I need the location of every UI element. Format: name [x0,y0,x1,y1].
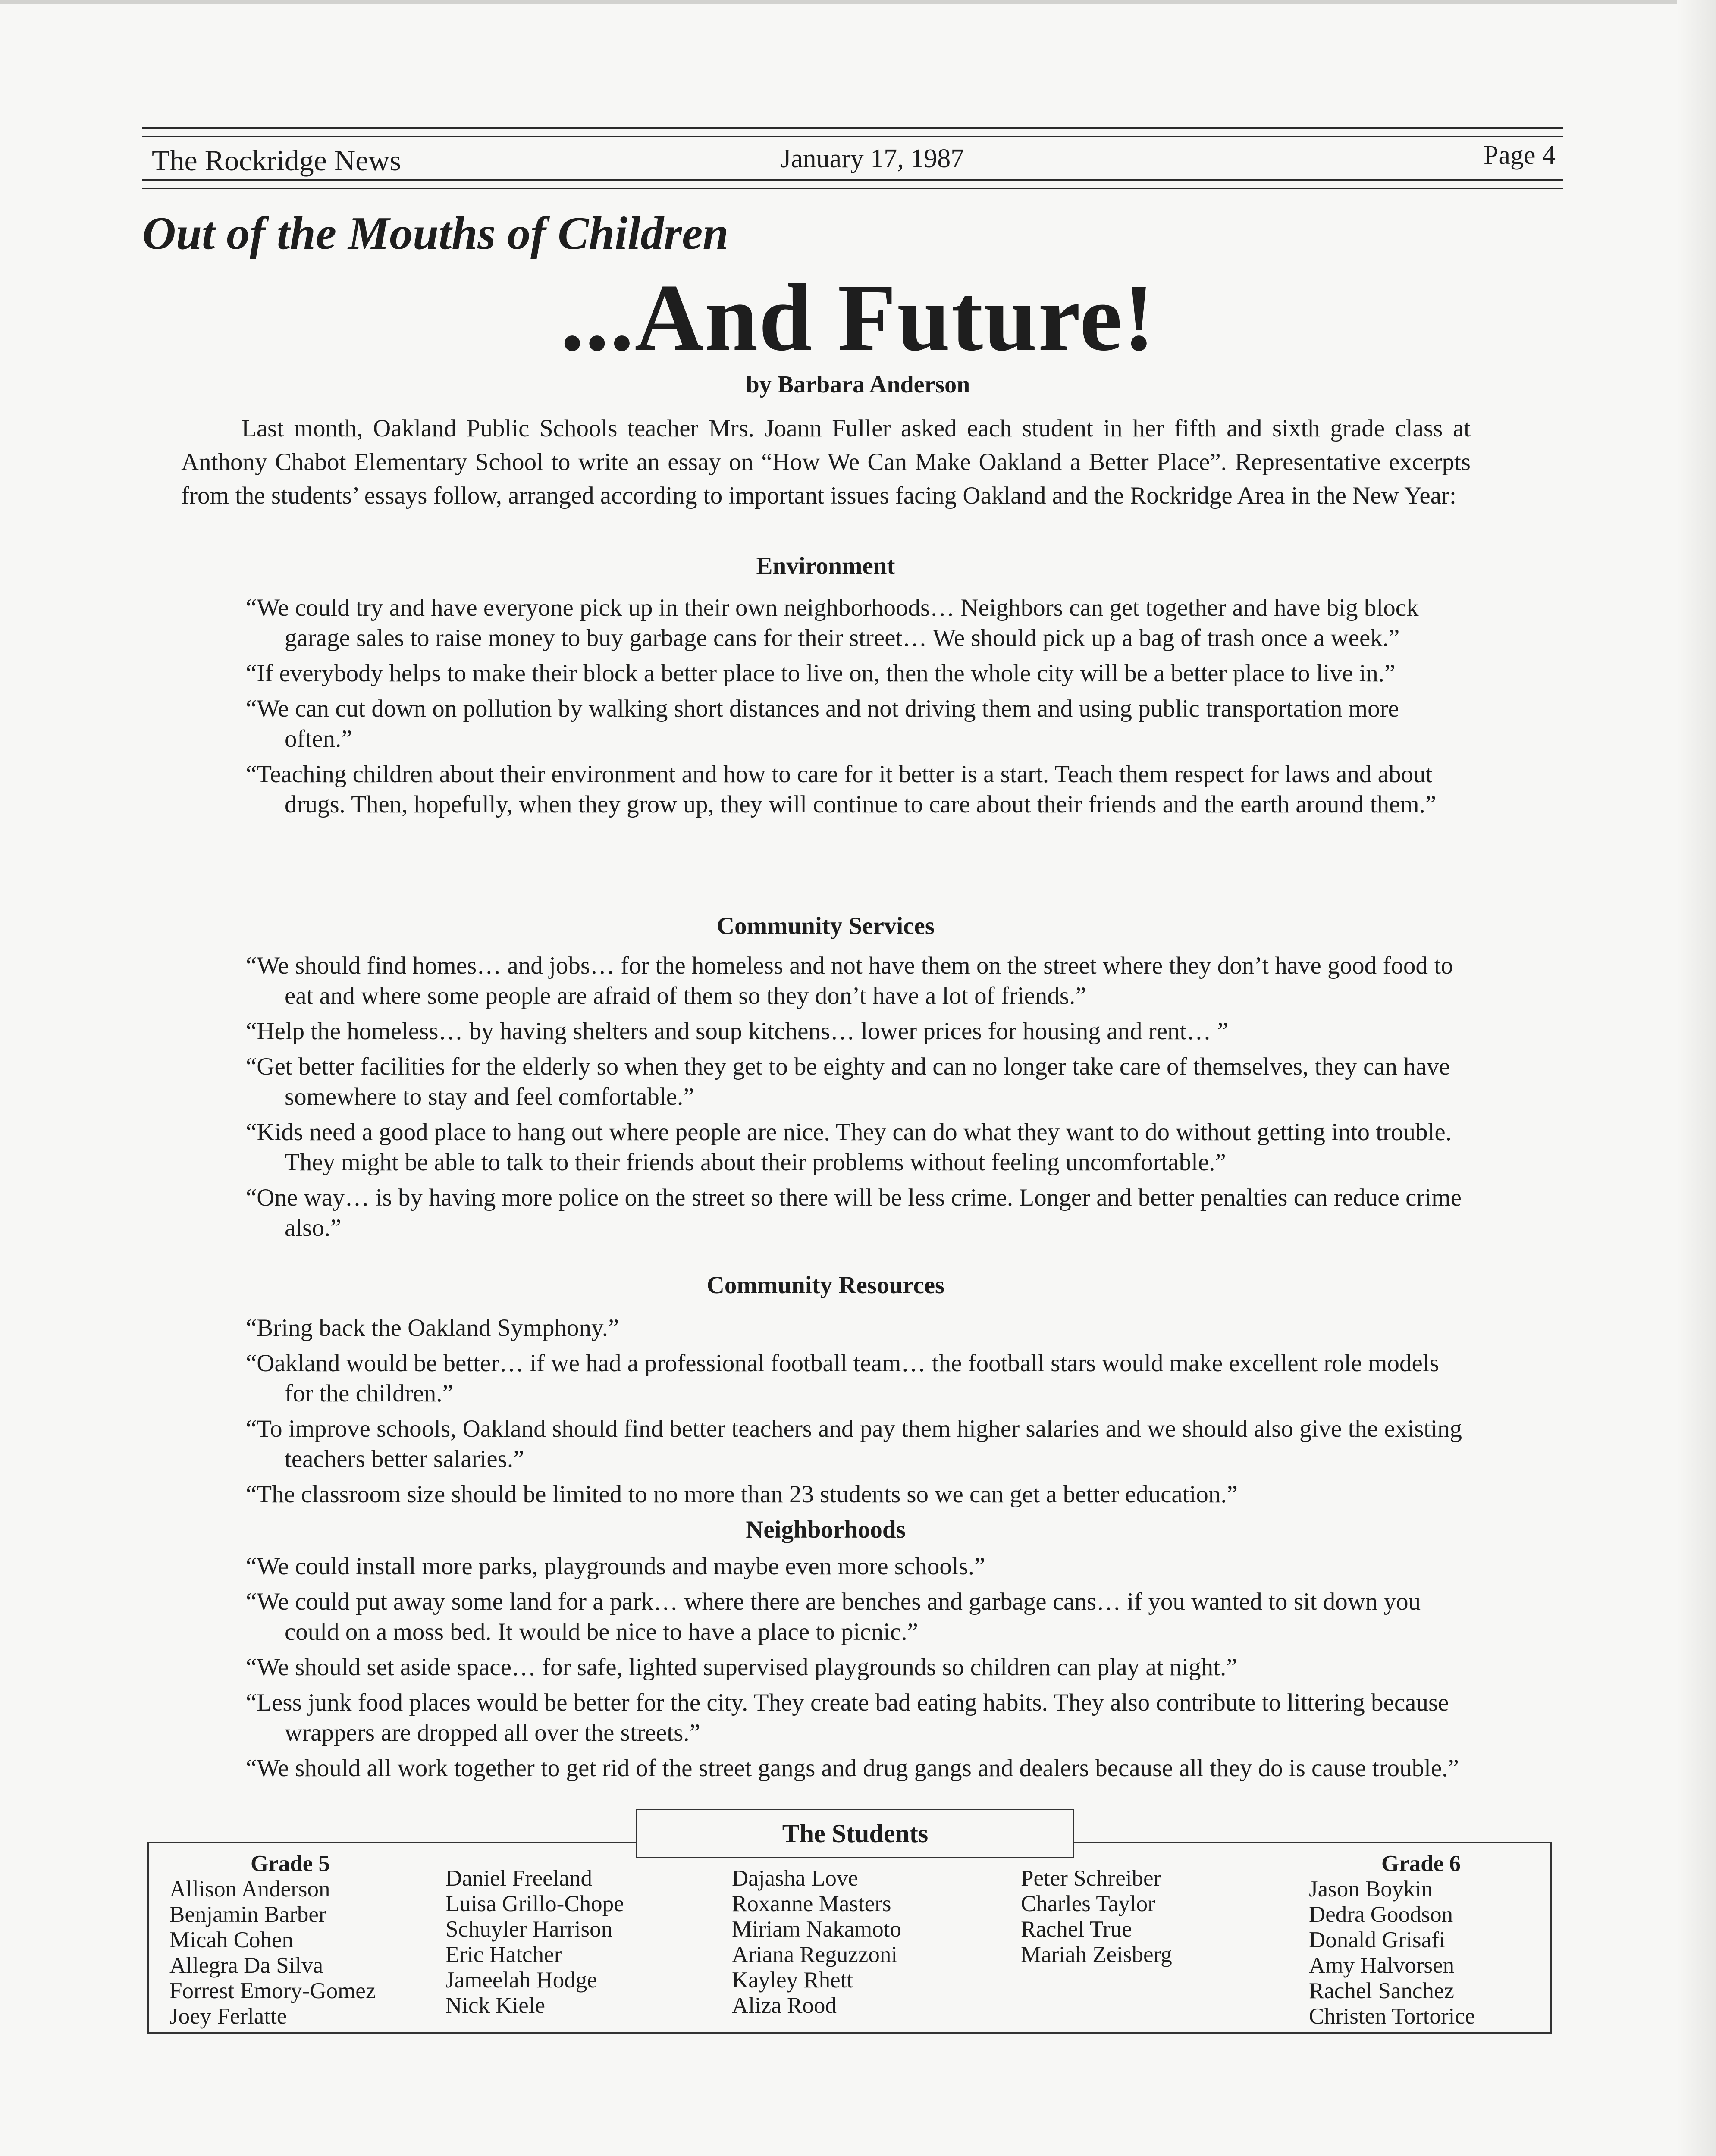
student-name: Aliza Rood [732,1993,837,2018]
student-name: Eric Hatcher [445,1942,562,1967]
quote-list-community-services [246,951,1466,1248]
students-box-title: The Students [636,1809,1074,1858]
masthead-rule [142,179,1563,181]
article-byline: by Barbara Anderson [746,371,970,398]
student-name: Miriam Nakamoto [732,1917,901,1942]
quote: “Get better facilities for the elderly so when they get to be eighty and can no longer take care of themselves, they can have somewhere to stay and feel comfortable.” [246,1053,1450,1110]
quote: “We should find homes… and jobs… for the homeless and not have them on the street where they don’t have good food to eat and where some people are afraid of them so they don’t have a lot of friends.” [246,952,1453,1009]
grade-6-label: Grade 6 [1381,1851,1461,1876]
student-name: Nick Kiele [445,1993,546,2018]
grade-5-label: Grade 5 [251,1851,330,1876]
student-name: Jameelah Hodge [445,1968,597,1993]
masthead-rule [142,188,1563,189]
quote: “Kids need a good place to hang out where people are nice. They can do what they want to do without getting into trouble. They might be able to talk to their friends about their problems without feeling uncomfortable.” [246,1119,1452,1176]
student-name: Luisa Grillo-Chope [445,1891,624,1916]
quote: “We could put away some land for a park… where there are benches and garbage cans… if you wanted to sit down you could on a moss bed. It would be nice to have a place to picnic.” [246,1588,1421,1645]
quote: “Less junk food places would be better for the city. They create bad eating habits. They also contribute to littering because wrappers are dropped all over the streets.” [246,1689,1449,1746]
student-name: Schuyler Harrison [445,1917,613,1942]
student-column [732,1866,991,2018]
student-name: Benjamin Barber [169,1902,326,1927]
quote: “To improve schools, Oakland should find better teachers and pay them higher salaries and we should also give the existing teachers better salaries.” [246,1415,1462,1473]
section-heading-environment: Environment [756,552,895,580]
masthead [142,127,1563,196]
student-name: Daniel Freeland [445,1866,592,1891]
column-kicker: Out of the Mouths of Children [142,208,729,259]
quote: “Teaching children about their environment and how to care for it better is a start. Teach them respect for laws and about drugs. Then, hopefully, when they grow up, they will continue to care about their friends and the earth around them.” [246,761,1437,818]
student-name: Kayley Rhett [732,1968,853,1993]
student-column [445,1866,704,2018]
quote: “One way… is by having more police on the street so there will be less crime. Longer and better penalties can reduce crime also.” [246,1184,1462,1241]
student-name: Rachel Sanchez [1309,1978,1454,2003]
student-name: Amy Halvorsen [1309,1953,1455,1978]
masthead-rule [142,127,1563,129]
student-name: Jason Boykin [1309,1877,1433,1902]
quote: “We could install more parks, playgrounds and maybe even more schools.” [246,1553,985,1580]
scan-edge-top [0,0,1716,4]
quote: “If everybody helps to make their block a better place to live on, then the whole city will be a better place to live in.” [246,660,1396,687]
student-column [1309,1851,1533,2029]
student-name: Donald Grisafi [1309,1927,1446,1952]
quote-list-environment [246,593,1466,825]
student-name: Christen Tortorice [1309,2004,1475,2029]
quote: “The classroom size should be limited to no more than 23 students so we can get a better education.” [246,1481,1238,1508]
student-name: Peter Schreiber [1021,1866,1161,1891]
quote-list-neighborhoods [246,1551,1466,1789]
student-column [169,1851,411,2029]
student-name: Roxanne Masters [732,1891,891,1916]
student-name: Ariana Reguzzoni [732,1942,898,1967]
student-name: Rachel True [1021,1917,1132,1942]
section-heading-community-services: Community Services [716,912,935,940]
quote: “We should set aside space… for safe, lighted supervised playgrounds so children can play at night.” [246,1654,1237,1681]
student-name: Micah Cohen [169,1927,294,1952]
section-heading-community-resources: Community Resources [706,1272,945,1299]
issue-date: January 17, 1987 [781,144,964,173]
student-name: Dajasha Love [732,1866,858,1891]
quote: “We should all work together to get rid of the street gangs and drug gangs and dealers because all they do is cause trouble.” [246,1755,1459,1782]
student-column [1021,1866,1280,1968]
student-name: Charles Taylor [1021,1891,1155,1916]
paper-name: The Rockridge News [152,144,401,177]
quote: “Oakland would be better… if we had a professional football team… the football stars would make excellent role models for the children.” [246,1350,1439,1407]
quote: “We can cut down on pollution by walking short distances and not driving them and using public transportation more often.” [246,695,1399,752]
student-name: Joey Ferlatte [169,2004,287,2029]
quote: “Bring back the Oakland Symphony.” [246,1314,619,1341]
quote: “We could try and have everyone pick up in their own neighborhoods… Neighbors can get together and have big block garage sales to raise money to buy garbage cans for their street… We should pick up a bag of trash once a week.” [246,594,1419,652]
article-headline: ...And Future! [560,265,1156,371]
quote: “Help the homeless… by having shelters and soup kitchens… lower prices for housing and rent… ” [246,1018,1228,1045]
section-heading-neighborhoods: Neighborhoods [746,1516,906,1543]
article-intro: Last month, Oakland Public Schools teacher Mrs. Joann Fuller asked each student in her fifth and sixth grade class at Anthony Chabot Elementary School to write an essay on “How We Can Make Oakland a Better Place”. Representative excerpts from the students’ essays follow, arranged according to important issues facing Oakland and the Rockridge Area in the New Year: [181,415,1471,509]
student-name: Dedra Goodson [1309,1902,1453,1927]
student-name: Forrest Emory-Gomez [169,1978,376,2003]
student-name: Allegra Da Silva [169,1953,323,1978]
quote-list-community-resources [246,1313,1466,1515]
masthead-rule [142,136,1563,137]
page-number: Page 4 [1483,141,1556,170]
students-box [147,1842,1552,2034]
student-name: Allison Anderson [169,1877,330,1902]
student-name: Mariah Zeisberg [1021,1942,1172,1967]
